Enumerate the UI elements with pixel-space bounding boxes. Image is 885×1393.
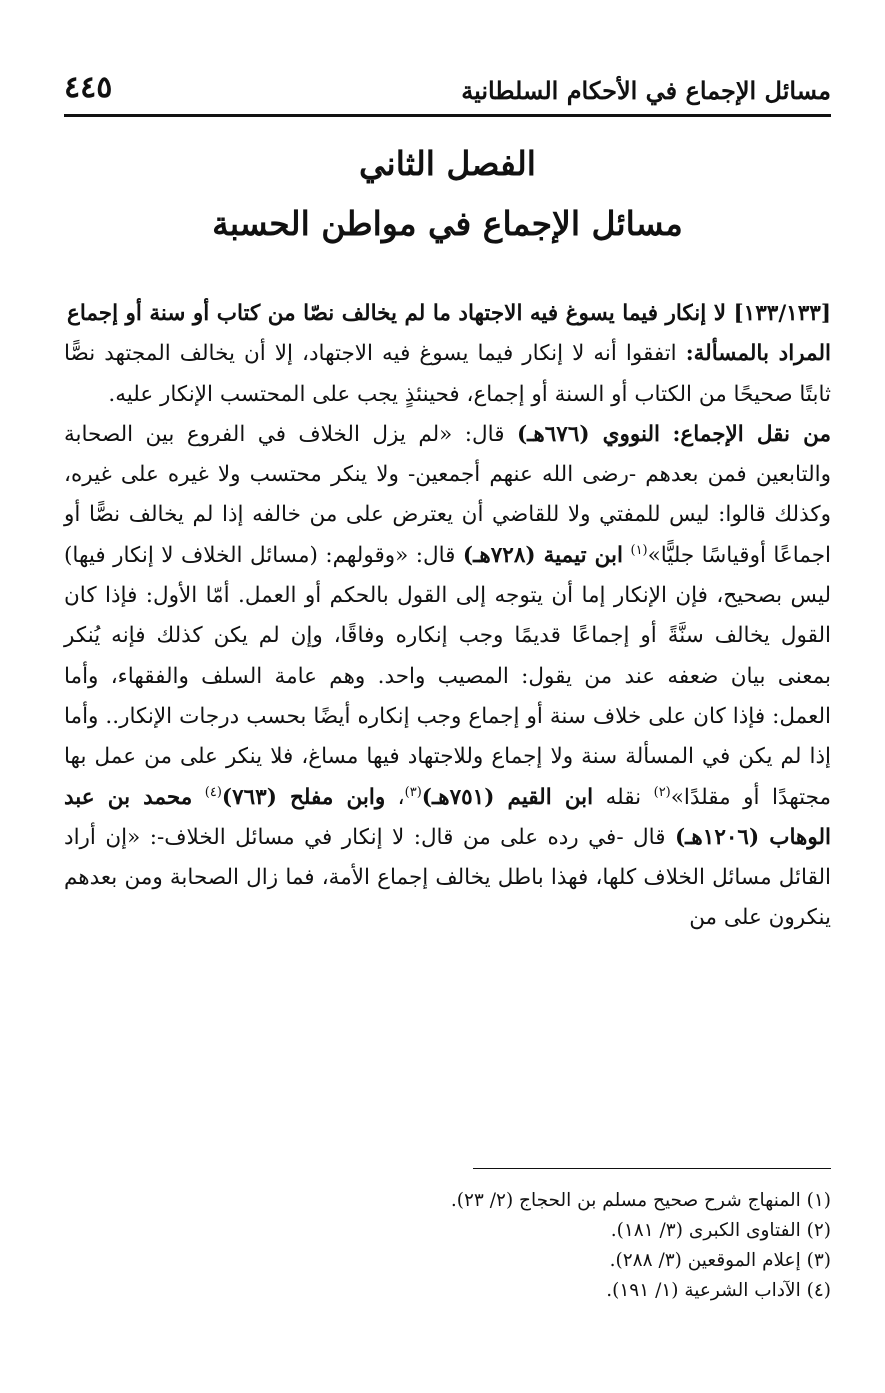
footnote-ref-2[interactable]: (٢) (653, 784, 671, 800)
chapter-subtitle: مسائل الإجماع في مواطن الحسبة (212, 204, 683, 243)
footnote-4: (٤) الآداب الشرعية (١/ ١٩١). (606, 1280, 831, 1301)
chapter-title: الفصل الثاني (359, 144, 536, 183)
ibn-taymiyya-quote: قال: «وقولهم: (مسائل الخلاف لا إنكار فيها) ليس بصحيح، فإن الإنكار إما أن يتوجه إلى القول بالحكم أو العمل. أمّا الأول: فإذا كان القول يخالف سنَّةً أو إجماعًا قديمًا وجب إنكاره وفاقًا، وإن لم يكن كذلك فإنه يُنكر بمعنى بيان ضعفه عند من يقول: المصيب واحد. وهم عامة السلف والفقهاء، وأما العمل: فإذا كان على خلاف سنة أو إجماع وجب إنكاره أيضًا بحسب درجات الإنكار.. وأما إذا لم يكن في المسألة سنة ولا إجماع وللاجتهاد فيها مساغ، فلا ينكر على من عمل بها مجتهدًا أو مقلدًا» (64, 542, 831, 810)
nawawi-quote: قال: «لم يزل الخلاف في الفروع بين الصحابة والتابعين فمن بعدهم -رضى الله عنهم أجمعين- ولا ينكر محتسب ولا غيره على غيره، وكذلك قالوا: ليس للمفتي ولا للقاضي أن يعترض على من خالفه إذا لم يخالف نصًّا أو اجماعًا أوقياسًا جليًّا» (64, 421, 832, 568)
ibn-abd-al-wahhab-quote: قال -في رده على من قال: لا إنكار في مسائل الخلاف-: «إن أراد القائل مسائل الخلاف كلها، فهذا باطل يخالف إجماع الأمة، فما زال الصحابة ومن بعدهم ينكرون على من (64, 824, 831, 931)
footnote-ref-4[interactable]: (٤) (204, 784, 222, 800)
footnote-ref-1[interactable]: (١) (630, 542, 648, 558)
footnote-2: (٢) الفتاوى الكبرى (٣/ ١٨١). (610, 1220, 831, 1241)
transmitted-by: نقله (605, 784, 642, 810)
footnote-rule (473, 1168, 831, 1169)
scholar-ibn-abd-al-wahhab: محمد بن عبد الوهاب (١٢٠٦هـ) (64, 784, 831, 850)
scholar-ibn-qayyim: ابن القيم (٧٥١هـ) (421, 784, 594, 810)
footnote-3: (٣) إعلام الموقعين (٣/ ٢٨٨). (609, 1250, 831, 1271)
page-number: ٤٤٥ (64, 70, 113, 105)
issue-heading: [١٣٣/١٣٣] لا إنكار فيما يسوغ فيه الاجتهاد ما لم يخالف نصّا من كتاب أو سنة أو إجماع (66, 301, 831, 326)
running-title: مسائل الإجماع في الأحكام السلطانية (461, 76, 831, 105)
body-text (64, 294, 831, 939)
meaning-text: اتفقوا أنه لا إنكار فيما يسوغ فيه الاجتهاد، إلا أن يخالف المجتهد نصًّا ثابتًا صحيحًا من الكتاب أو السنة أو إجماع، فحينئذٍ يجب على المحتسب الإنكار عليه. (64, 341, 831, 407)
transmission-label: من نقل الإجماع: (672, 421, 831, 447)
transmission-paragraph: من نقل الإجماع: النووي (٦٧٦هـ) قال: «لم يزل الخلاف في الفروع بين الصحابة والتابعين فمن بعدهم -رضى الله عنهم أجمعين- ولا ينكر محتسب ولا غيره على غيره، وكذلك قالوا: ليس للمفتي ولا للقاضي أن يعترض على من خالفه إذا لم يخالف نصًّا أو اجماعًا أوقياسًا جليًّا»$^{(١)}$ ابن تيمية (٧٢٨هـ) قال: «وقولهم: (مسائل الخلاف لا إنكار فيها) ليس بصحيح، فإن الإنكار إما أن يتوجه إلى القول بالحكم أو العمل. أمّا الأول: فإذا كان القول يخالف سنَّةً أو إجماعًا قديمًا وجب إنكاره وفاقًا، وإن لم يكن كذلك فإنه يُنكر بمعنى بيان ضعفه عند من يقول: المصيب واحد. وهم عامة السلف والفقهاء، وأما العمل: فإذا كان على خلاف سنة أو إجماع وجب إنكاره أيضًا بحسب درجات الإنكار.. وأما إذا لم يكن في المسألة سنة ولا إجماع وللاجتهاد فيها مساغ، فلا ينكر على من عمل بها مجتهدًا أو مقلدًا»$^{(٢)}$ نقله ابن القيم (٧٥١هـ)$^{(٣)}$، وابن مفلح (٧٦٣)$^{(٤)}$ محمد بن عبد الوهاب (١٢٠٦هـ) قال -في رده على من قال: لا إنكار في مسائل الخلاف-: «إن أراد القائل مسائل الخلاف كلها، فهذا باطل يخالف إجماع الأمة، فما زال الصحابة ومن بعدهم ينكرون على من (64, 421, 832, 931)
footnote-ref-3[interactable]: (٣) (404, 784, 422, 800)
meaning-paragraph (64, 334, 831, 415)
scholar-ibn-taymiyya: ابن تيمية (٧٢٨هـ) (462, 542, 624, 568)
scholar-nawawi: النووي (٦٧٦هـ) (516, 421, 661, 447)
meaning-label: المراد بالمسألة: (685, 341, 831, 367)
footnotes (64, 1186, 831, 1306)
footnote-1: (١) المنهاج شرح صحيح مسلم بن الحجاج (٢/ ٢٣). (450, 1190, 831, 1211)
running-header (64, 64, 831, 110)
scholar-ibn-muflih: وابن مفلح (٧٦٣) (221, 784, 386, 810)
header-rule (64, 114, 831, 117)
